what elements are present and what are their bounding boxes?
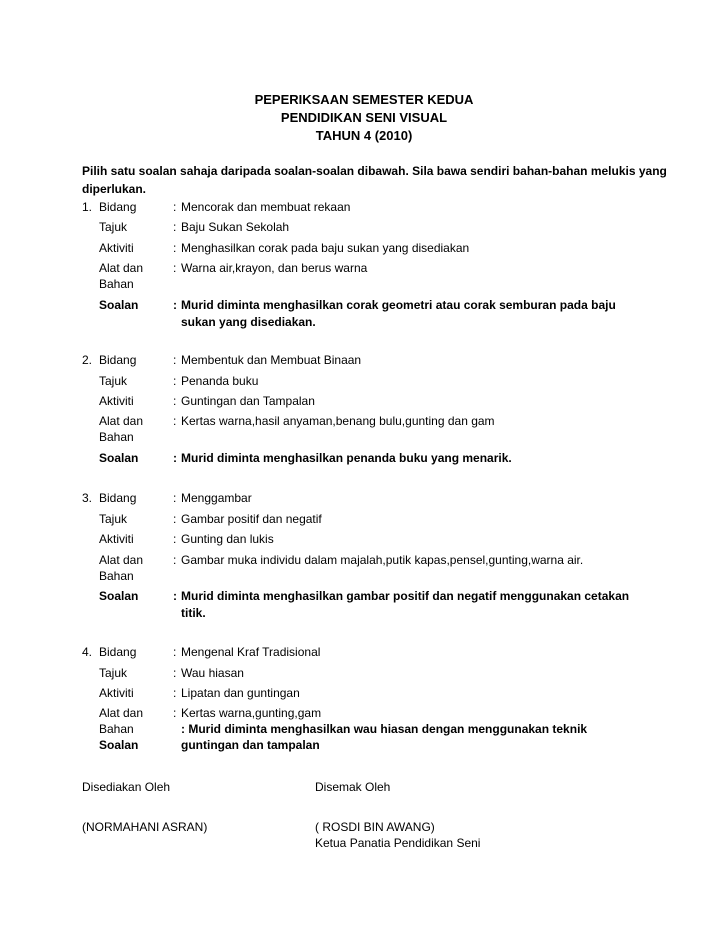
alat-bahan-value: Kertas warna,gunting,gam [181,706,322,720]
colon: : [173,512,177,526]
label-bahan: Bahan [99,569,134,583]
colon: : [173,645,177,659]
label-soalan: Soalan [99,589,139,603]
aktiviti-value: Gunting dan lukis [181,532,274,546]
soalan-line-1: : Murid diminta menghasilkan wau hiasan dengan menggunakan teknik [181,722,588,736]
instruction-line-2: diperlukan. [82,182,147,196]
header-line-2: PENDIDIKAN SENI VISUAL [280,110,448,125]
colon: : [173,220,177,234]
tajuk-value: Baju Sukan Sekolah [181,220,290,234]
colon: : [173,532,177,546]
colon: : [173,666,177,680]
colon: : [173,374,177,388]
label-aktiviti: Aktiviti [99,686,134,700]
label-bidang: Bidang [99,491,137,505]
aktiviti-value: Guntingan dan Tampalan [181,394,315,408]
label-aktiviti: Aktiviti [99,241,134,255]
bidang-value: Mencorak dan membuat rekaan [181,200,351,214]
colon: : [173,241,177,255]
colon: : [173,298,177,312]
tajuk-value: Gambar positif dan negatif [181,512,322,526]
header-line-3: TAHUN 4 (2010) [315,128,413,143]
label-aktiviti: Aktiviti [99,394,134,408]
label-tajuk: Tajuk [99,512,128,526]
label-soalan: Soalan [99,451,139,465]
colon: : [173,686,177,700]
label-bidang: Bidang [99,353,137,367]
colon: : [173,706,177,720]
soalan-line-1: Murid diminta menghasilkan corak geometri atau corak semburan pada baju [181,298,616,312]
label-alat-dan: Alat dan [99,553,144,567]
alat-bahan-value: Kertas warna,hasil anyaman,benang bulu,gunting dan gam [181,414,495,428]
soalan-line-2: guntingan dan tampalan [181,738,320,752]
colon: : [173,589,177,603]
alat-bahan-value: Gambar muka individu dalam majalah,putik kapas,pensel,gunting,warna air. [181,553,584,567]
colon: : [173,491,177,505]
checked-by-name: ( ROSDI BIN AWANG) [315,820,435,834]
soalan-line-2: titik. [181,606,206,620]
colon: : [173,261,177,275]
label-soalan: Soalan [99,738,139,752]
label-bahan: Bahan [99,430,134,444]
label-tajuk: Tajuk [99,374,128,388]
alat-bahan-value: Warna air,krayon, dan berus warna [181,261,368,275]
colon: : [173,553,177,567]
question-number: 4. [82,645,93,659]
tajuk-value: Penanda buku [181,374,259,388]
question-number: 2. [82,353,93,367]
soalan-line-2: sukan yang disediakan. [181,315,316,329]
label-aktiviti: Aktiviti [99,532,134,546]
colon: : [173,451,177,465]
colon: : [173,414,177,428]
label-bidang: Bidang [99,200,137,214]
instruction-line-1: Pilih satu soalan sahaja daripada soalan-soalan dibawah. Sila bawa sendiri bahan-bahan melukis yang [82,164,667,178]
soalan-line-1: Murid diminta menghasilkan penanda buku yang menarik. [181,451,512,465]
colon: : [173,394,177,408]
label-bahan: Bahan [99,277,134,291]
prepared-by-label: Disediakan Oleh [82,780,171,794]
label-tajuk: Tajuk [99,220,128,234]
label-soalan: Soalan [99,298,139,312]
bidang-value: Menggambar [181,491,252,505]
label-alat-dan: Alat dan [99,414,144,428]
tajuk-value: Wau hiasan [181,666,244,680]
label-alat-dan: Alat dan [99,261,144,275]
checked-by-label: Disemak Oleh [315,780,391,794]
header-line-1: PEPERIKSAAN SEMESTER KEDUA [254,92,474,107]
bidang-value: Membentuk dan Membuat Binaan [181,353,362,367]
question-number: 3. [82,491,93,505]
colon: : [173,353,177,367]
checked-by-title: Ketua Panatia Pendidikan Seni [315,836,481,850]
soalan-line-1: Murid diminta menghasilkan gambar positif dan negatif menggunakan cetakan [181,589,630,603]
colon: : [173,200,177,214]
bidang-value: Mengenal Kraf Tradisional [181,645,321,659]
aktiviti-value: Menghasilkan corak pada baju sukan yang disediakan [181,241,470,255]
label-alat-dan: Alat dan [99,706,144,720]
aktiviti-value: Lipatan dan guntingan [181,686,300,700]
label-bahan: Bahan [99,722,134,736]
label-bidang: Bidang [99,645,137,659]
label-tajuk: Tajuk [99,666,128,680]
question-number: 1. [82,200,93,214]
prepared-by-name: (NORMAHANI ASRAN) [82,820,208,834]
